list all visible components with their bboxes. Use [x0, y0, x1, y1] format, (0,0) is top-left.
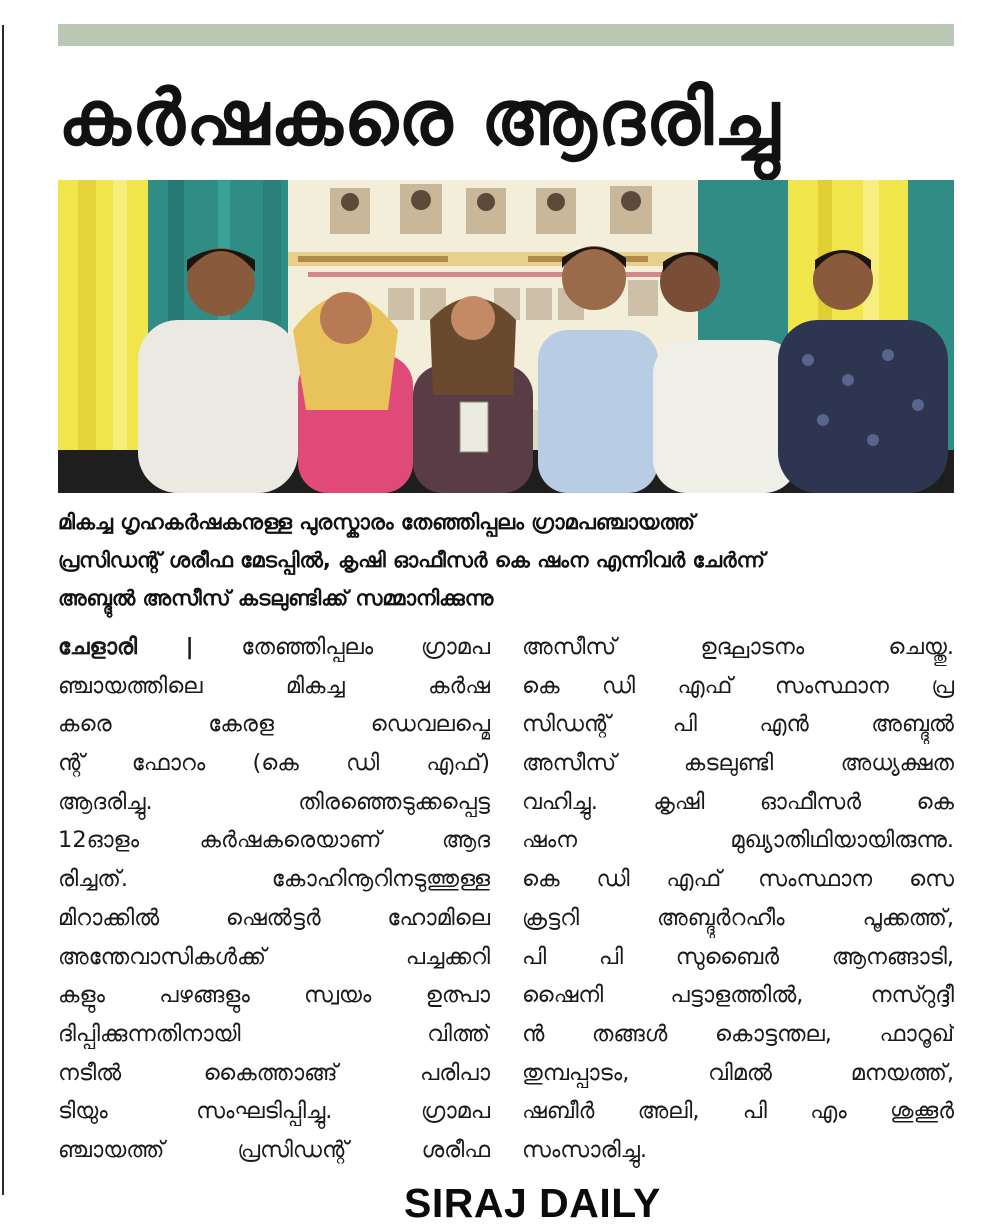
body-line: ഷബീർ അലി, പി എം ശുക്കൂർ [522, 1098, 954, 1125]
body-line: ദിപ്പിക്കുന്നതിനായി വിത്ത് [58, 1020, 490, 1047]
caption-line: മികച്ച ഗൃഹകർഷകനുള്ള പുരസ്കാരം തേഞ്ഞിപ്പലം ഗ്രാമപഞ്ചായത്ത് [58, 510, 695, 534]
body-line: ക്രട്ടറി അബ്ദുർറഹീം പൂക്കത്ത്, [522, 904, 954, 931]
body-line: തുമ്പപ്പാടം, വിമൽ മനയത്ത്, [522, 1059, 954, 1086]
body-line: ൻ തങ്ങൾ കൊട്ടന്തല, ഫാറൂഖ് [522, 1020, 954, 1047]
page-edge-rule [2, 25, 4, 1195]
photo-caption [58, 503, 954, 617]
news-photo [58, 180, 954, 493]
body-line: കരെ കേരള ഡെവലപ്മെ [58, 711, 490, 738]
body-line: മിറാക്കിൽ ഷെൽട്ടർ ഹോമിലെ [58, 904, 490, 931]
body-line: കെ ഡി എഫ് സംസ്ഥാന പ്ര [522, 672, 954, 699]
body-line: കളും പഴങ്ങളും സ്വയം ഉത്പാ [58, 982, 490, 1009]
body-line: നടീൽ കൈത്താങ്ങ് പരിപാ [58, 1059, 490, 1086]
newspaper-masthead: SIRAJ DAILY [404, 1180, 661, 1226]
body-line: വഹിച്ചു. കൃഷി ഓഫീസർ കെ [522, 788, 954, 815]
section-color-bar [58, 24, 954, 46]
body-line: കെ ഡി എഫ് സംസ്ഥാന സെ [522, 866, 954, 893]
body-line: അസീസ് കടലുണ്ടി അധ്യക്ഷത [522, 750, 954, 777]
body-line: ന്റ് ഫോറം (കെ ഡി എഫ്) [58, 750, 490, 777]
headline: കർഷകരെ ആദരിച്ചു [58, 73, 781, 162]
body-line: ഷംന മുഖ്യാതിഥിയായിരുന്നു. [522, 827, 954, 854]
caption-line: അബ്ദുൽ അസീസ് കടലുണ്ടിക്ക് സമ്മാനിക്കുന്നു [58, 586, 494, 610]
article-column-left [58, 628, 490, 1170]
body-line: പി പി സുബൈർ ആനങ്ങാടി, [522, 943, 954, 970]
article-column-right [522, 628, 954, 1170]
body-text: തേഞ്ഞിപ്പലം ഗ്രാമപ [241, 634, 490, 660]
dateline: ചേളാരി | [58, 634, 194, 660]
body-line [58, 628, 490, 667]
body-line: ഞ്ചായത്ത് പ്രസിഡന്റ് ശരീഫ [58, 1136, 490, 1163]
body-line: ആദരിച്ചു. തിരഞ്ഞെടുക്കപ്പെട്ട [58, 788, 490, 815]
body-line: 12ഓളം കർഷകരെയാണ് ആദ [58, 827, 490, 854]
body-line: അന്തേവാസികൾക്ക് പച്ചക്കറി [58, 943, 490, 970]
body-line: ടിയും സംഘടിപ്പിച്ചു. ഗ്രാമപ [58, 1098, 490, 1125]
body-line: രിച്ചത്. കോഹിനൂറിനടുത്തുള്ള [58, 866, 490, 893]
body-line: അസീസ് ഉദ്ഘാടനം ചെയ്തു. [522, 634, 954, 660]
body-line: സംസാരിച്ചു. [522, 1136, 647, 1163]
body-line: ഞ്ചായത്തിലെ മികച്ച കർഷ [58, 672, 490, 699]
body-line: സിഡന്റ് പി എൻ അബ്ദുൽ [522, 711, 954, 738]
body-line: ഷൈനി പട്ടാളത്തിൽ, നസ്റുദ്ദീ [522, 982, 954, 1009]
caption-line: പ്രസിഡന്റ് ശരീഫ മേടപ്പിൽ, കൃഷി ഓഫീസർ കെ ഷംന എന്നിവർ ചേർന്ന് [58, 548, 765, 572]
